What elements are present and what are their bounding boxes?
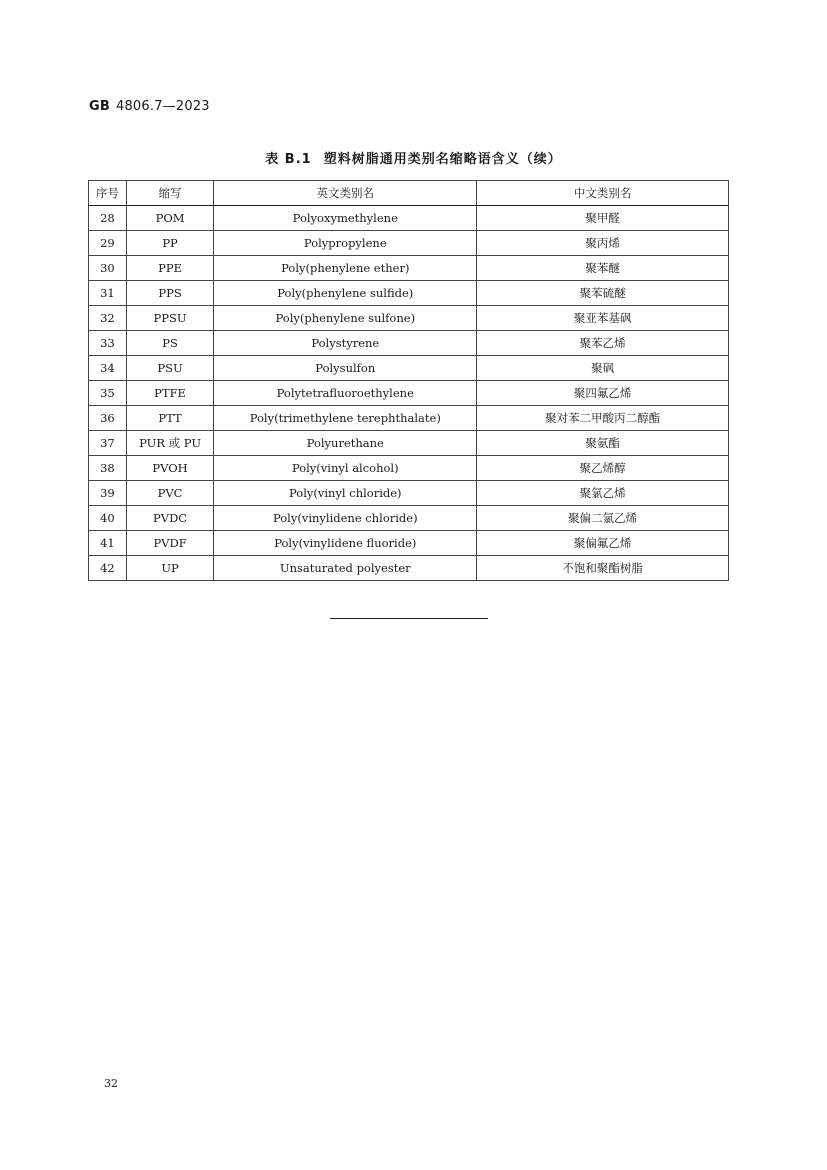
cell-no: 42 (89, 556, 127, 581)
cell-no: 35 (89, 381, 127, 406)
table-header-row (89, 181, 729, 206)
cell-abbr: PPSU (126, 306, 214, 331)
cell-abbr: PS (126, 331, 214, 356)
table-row (89, 306, 729, 331)
table-row (89, 231, 729, 256)
cell-english: Poly(trimethylene terephthalate) (214, 406, 477, 431)
cell-english: Polytetrafluoroethylene (214, 381, 477, 406)
cell-abbr: PUR 或 PU (126, 431, 214, 456)
column-header-no: 序号 (89, 181, 127, 206)
cell-english: Poly(vinylidene chloride) (214, 506, 477, 531)
cell-chinese: 聚砜 (477, 356, 729, 381)
cell-chinese: 聚四氟乙烯 (477, 381, 729, 406)
cell-english: Poly(vinyl chloride) (214, 481, 477, 506)
cell-no: 36 (89, 406, 127, 431)
cell-abbr: PVC (126, 481, 214, 506)
cell-no: 34 (89, 356, 127, 381)
end-rule (330, 618, 488, 619)
cell-abbr: PVOH (126, 456, 214, 481)
table-row (89, 381, 729, 406)
cell-abbr: UP (126, 556, 214, 581)
cell-chinese: 聚氨酯 (477, 431, 729, 456)
column-header-english: 英文类别名 (214, 181, 477, 206)
cell-chinese: 聚苯硫醚 (477, 281, 729, 306)
table-number: 表 B.1 (265, 152, 312, 167)
cell-no: 33 (89, 331, 127, 356)
cell-chinese: 不饱和聚酯树脂 (477, 556, 729, 581)
cell-no: 37 (89, 431, 127, 456)
cell-chinese: 聚对苯二甲酸丙二醇酯 (477, 406, 729, 431)
cell-english: Polystyrene (214, 331, 477, 356)
cell-no: 32 (89, 306, 127, 331)
cell-english: Polyurethane (214, 431, 477, 456)
cell-english: Polyoxymethylene (214, 206, 477, 231)
table-body (89, 206, 729, 581)
cell-english: Poly(vinyl alcohol) (214, 456, 477, 481)
cell-chinese: 聚苯乙烯 (477, 331, 729, 356)
cell-chinese: 聚偏二氯乙烯 (477, 506, 729, 531)
cell-abbr: PTFE (126, 381, 214, 406)
table-title (0, 148, 827, 167)
table-row (89, 356, 729, 381)
standard-code (89, 99, 210, 114)
cell-abbr: PP (126, 231, 214, 256)
table-row (89, 431, 729, 456)
cell-chinese: 聚乙烯醇 (477, 456, 729, 481)
table-row (89, 256, 729, 281)
cell-english: Polysulfon (214, 356, 477, 381)
cell-english: Polypropylene (214, 231, 477, 256)
table-row (89, 506, 729, 531)
cell-english: Poly(phenylene sulfide) (214, 281, 477, 306)
table-row (89, 331, 729, 356)
table-row (89, 531, 729, 556)
cell-no: 38 (89, 456, 127, 481)
cell-abbr: PPE (126, 256, 214, 281)
table-row (89, 481, 729, 506)
column-header-chinese: 中文类别名 (477, 181, 729, 206)
abbreviation-table (88, 180, 729, 581)
table-row (89, 406, 729, 431)
cell-chinese: 聚氯乙烯 (477, 481, 729, 506)
table-row (89, 556, 729, 581)
cell-no: 40 (89, 506, 127, 531)
cell-abbr: POM (126, 206, 214, 231)
table-row (89, 281, 729, 306)
table-caption: 塑料树脂通用类别名缩略语含义（续） (323, 152, 562, 167)
cell-no: 39 (89, 481, 127, 506)
cell-abbr: PPS (126, 281, 214, 306)
table-row (89, 206, 729, 231)
cell-chinese: 聚丙烯 (477, 231, 729, 256)
column-header-abbr: 缩写 (126, 181, 214, 206)
standard-prefix: GB (89, 99, 110, 114)
cell-english: Poly(phenylene ether) (214, 256, 477, 281)
standard-number: 4806.7—2023 (115, 99, 210, 114)
cell-english: Unsaturated polyester (214, 556, 477, 581)
cell-no: 31 (89, 281, 127, 306)
cell-abbr: PVDF (126, 531, 214, 556)
cell-abbr: PTT (126, 406, 214, 431)
cell-chinese: 聚苯醚 (477, 256, 729, 281)
cell-no: 29 (89, 231, 127, 256)
cell-abbr: PVDC (126, 506, 214, 531)
cell-abbr: PSU (126, 356, 214, 381)
cell-chinese: 聚亚苯基砜 (477, 306, 729, 331)
cell-chinese: 聚偏氟乙烯 (477, 531, 729, 556)
cell-english: Poly(vinylidene fluoride) (214, 531, 477, 556)
cell-chinese: 聚甲醛 (477, 206, 729, 231)
cell-english: Poly(phenylene sulfone) (214, 306, 477, 331)
cell-no: 30 (89, 256, 127, 281)
table-row (89, 456, 729, 481)
cell-no: 41 (89, 531, 127, 556)
cell-no: 28 (89, 206, 127, 231)
page-number: 32 (104, 1077, 118, 1090)
